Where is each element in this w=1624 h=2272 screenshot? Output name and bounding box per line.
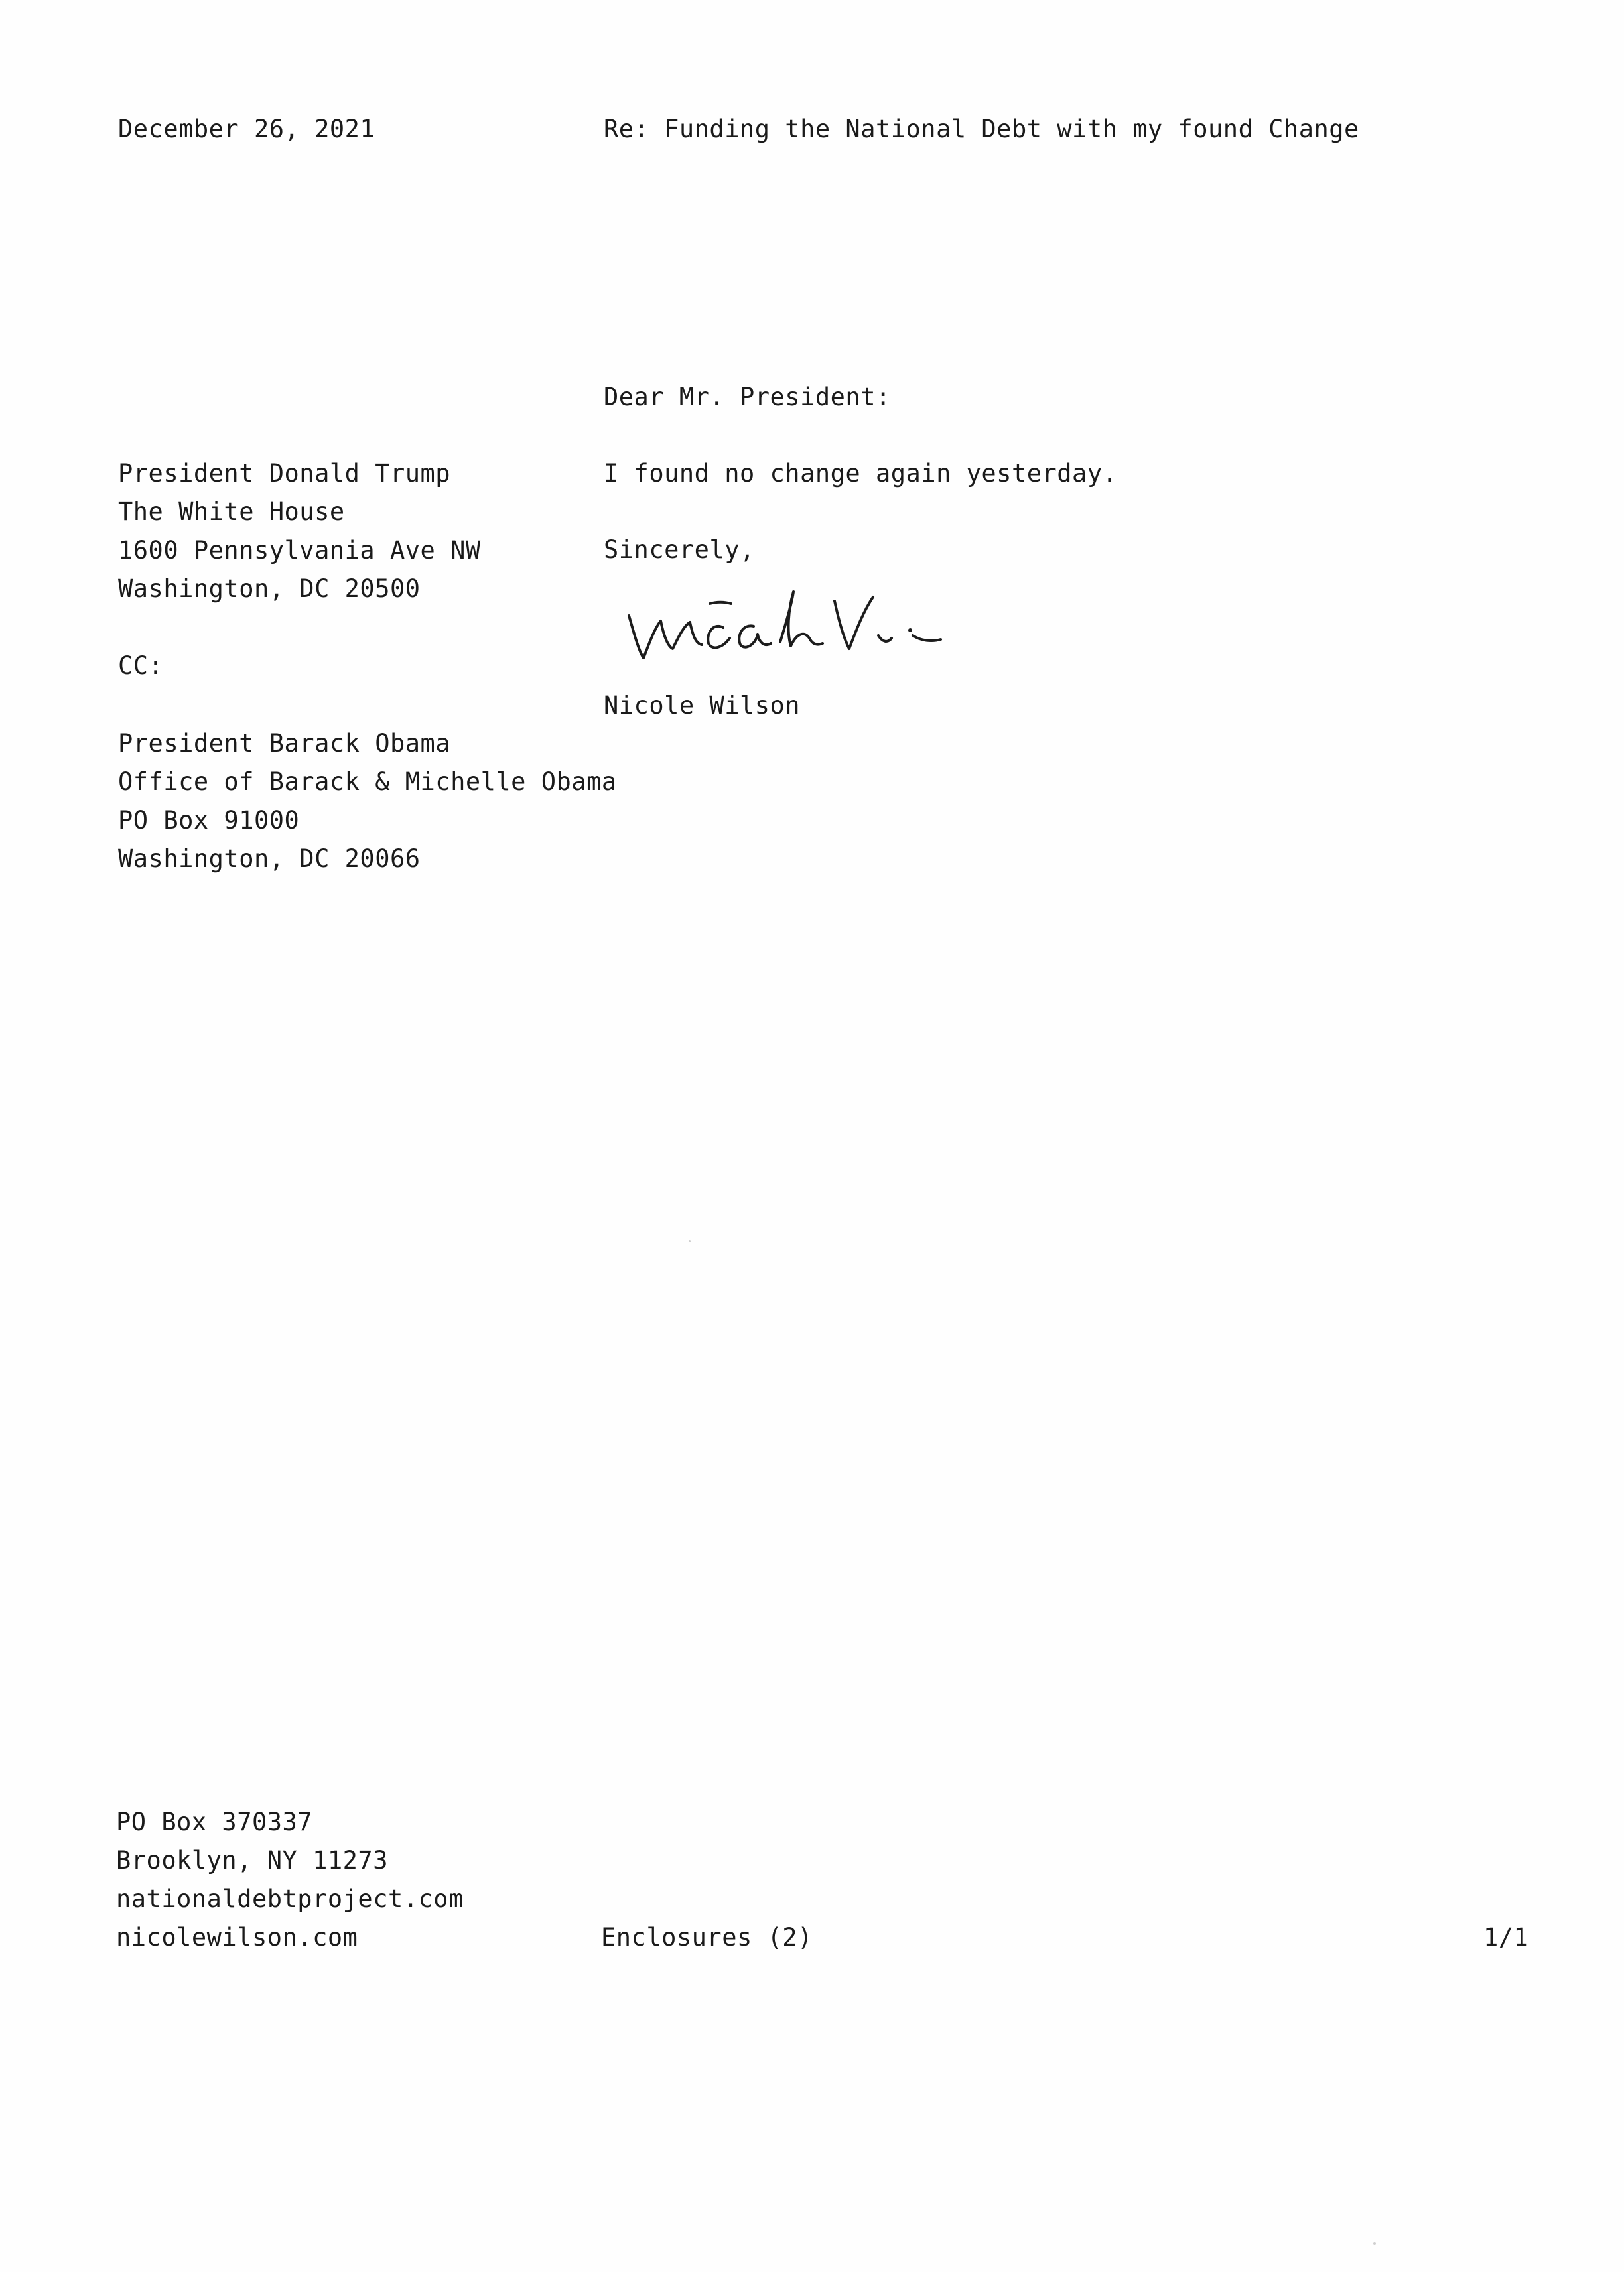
address-line: 1600 Pennsylvania Ave NW — [118, 536, 481, 565]
footer-line: nicolewilson.com — [116, 1923, 358, 1952]
address-line: Office of Barack & Michelle Obama — [118, 768, 617, 796]
address-line: PO Box 91000 — [118, 806, 300, 835]
letter-date: December 26, 2021 — [118, 115, 375, 143]
scan-speck — [689, 1240, 691, 1242]
salutation: Dear Mr. President: — [604, 383, 891, 411]
footer-line: Brooklyn, NY 11273 — [116, 1846, 388, 1875]
address-line: President Barack Obama — [118, 729, 451, 758]
signature-image — [624, 577, 969, 677]
address-line: Washington, DC 20500 — [118, 574, 421, 603]
address-line: Washington, DC 20066 — [118, 844, 421, 873]
signer-name: Nicole Wilson — [604, 691, 801, 720]
footer-line: PO Box 370337 — [116, 1808, 313, 1836]
scan-speck — [1373, 2242, 1376, 2245]
letter-body: I found no change again yesterday. — [604, 459, 1118, 488]
sender-footer — [116, 1803, 464, 1957]
footer-line: nationaldebtproject.com — [116, 1885, 464, 1913]
letter-subject: Re: Funding the National Debt with my found Change — [604, 115, 1359, 143]
address-line: President Donald Trump — [118, 459, 451, 488]
closing: Sincerely, — [604, 535, 755, 564]
address-line: The White House — [118, 498, 345, 526]
enclosures-note: Enclosures (2) — [601, 1923, 813, 1952]
cc-address — [118, 724, 617, 878]
recipient-address — [118, 454, 481, 608]
page-number: 1/1 — [1483, 1923, 1529, 1952]
cc-label: CC: — [118, 651, 164, 680]
